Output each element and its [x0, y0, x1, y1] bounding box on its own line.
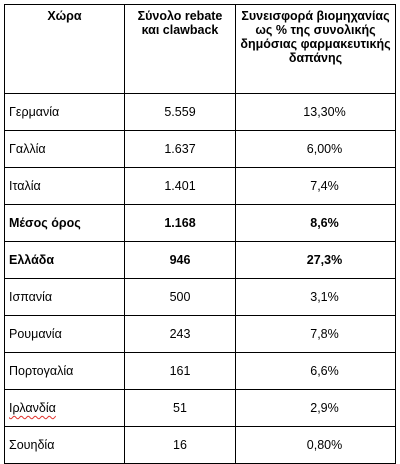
table-container — [4, 4, 396, 464]
cell-industry-contribution: 3,1% — [236, 279, 396, 316]
cell-rebate-clawback: 1.637 — [125, 131, 236, 168]
cell-country — [5, 94, 125, 131]
table-row — [5, 316, 396, 353]
country-label: Ελλάδα — [9, 253, 55, 267]
country-label: Ιρλανδία — [9, 401, 56, 415]
country-label: Ιταλία — [9, 179, 41, 193]
table-row — [5, 242, 396, 279]
table-row — [5, 205, 396, 242]
country-label: Γαλλία — [9, 142, 46, 156]
table-row — [5, 353, 396, 390]
cell-industry-contribution: 7,4% — [236, 168, 396, 205]
cell-rebate-clawback: 1.168 — [125, 205, 236, 242]
cell-country — [5, 131, 125, 168]
country-label: Γερμανία — [9, 105, 60, 119]
country-label: Πορτογαλία — [9, 364, 74, 378]
table-row — [5, 131, 396, 168]
header-rebate-clawback: Σύνολο rebate και clawback — [125, 5, 236, 94]
table-body — [5, 94, 396, 464]
table-row — [5, 390, 396, 427]
table-row — [5, 427, 396, 464]
cell-rebate-clawback: 243 — [125, 316, 236, 353]
cell-country — [5, 316, 125, 353]
rebate-clawback-table — [4, 4, 396, 464]
header-row — [5, 5, 396, 94]
cell-rebate-clawback: 5.559 — [125, 94, 236, 131]
country-label: Ρουμανία — [9, 327, 62, 341]
cell-country — [5, 390, 125, 427]
cell-industry-contribution: 8,6% — [236, 205, 396, 242]
cell-rebate-clawback: 16 — [125, 427, 236, 464]
country-label: Μέσος όρος — [9, 216, 81, 230]
cell-industry-contribution: 13,30% — [236, 94, 396, 131]
cell-country — [5, 279, 125, 316]
cell-country — [5, 168, 125, 205]
table-row — [5, 94, 396, 131]
table-row — [5, 279, 396, 316]
cell-industry-contribution: 6,00% — [236, 131, 396, 168]
cell-country — [5, 242, 125, 279]
cell-industry-contribution: 0,80% — [236, 427, 396, 464]
cell-rebate-clawback: 1.401 — [125, 168, 236, 205]
cell-rebate-clawback: 161 — [125, 353, 236, 390]
cell-rebate-clawback: 51 — [125, 390, 236, 427]
cell-rebate-clawback: 946 — [125, 242, 236, 279]
cell-industry-contribution: 27,3% — [236, 242, 396, 279]
header-industry-contribution: Συνεισφορά βιομηχανίας ως % της συνολικής δημόσιας φαρμακευτικής δαπάνης — [236, 5, 396, 94]
country-label: Ισπανία — [9, 290, 53, 304]
header-country: Χώρα — [5, 5, 125, 94]
cell-country — [5, 427, 125, 464]
cell-country — [5, 205, 125, 242]
table-row — [5, 168, 396, 205]
cell-country — [5, 353, 125, 390]
cell-rebate-clawback: 500 — [125, 279, 236, 316]
cell-industry-contribution: 6,6% — [236, 353, 396, 390]
country-label: Σουηδία — [9, 438, 55, 452]
cell-industry-contribution: 2,9% — [236, 390, 396, 427]
cell-industry-contribution: 7,8% — [236, 316, 396, 353]
